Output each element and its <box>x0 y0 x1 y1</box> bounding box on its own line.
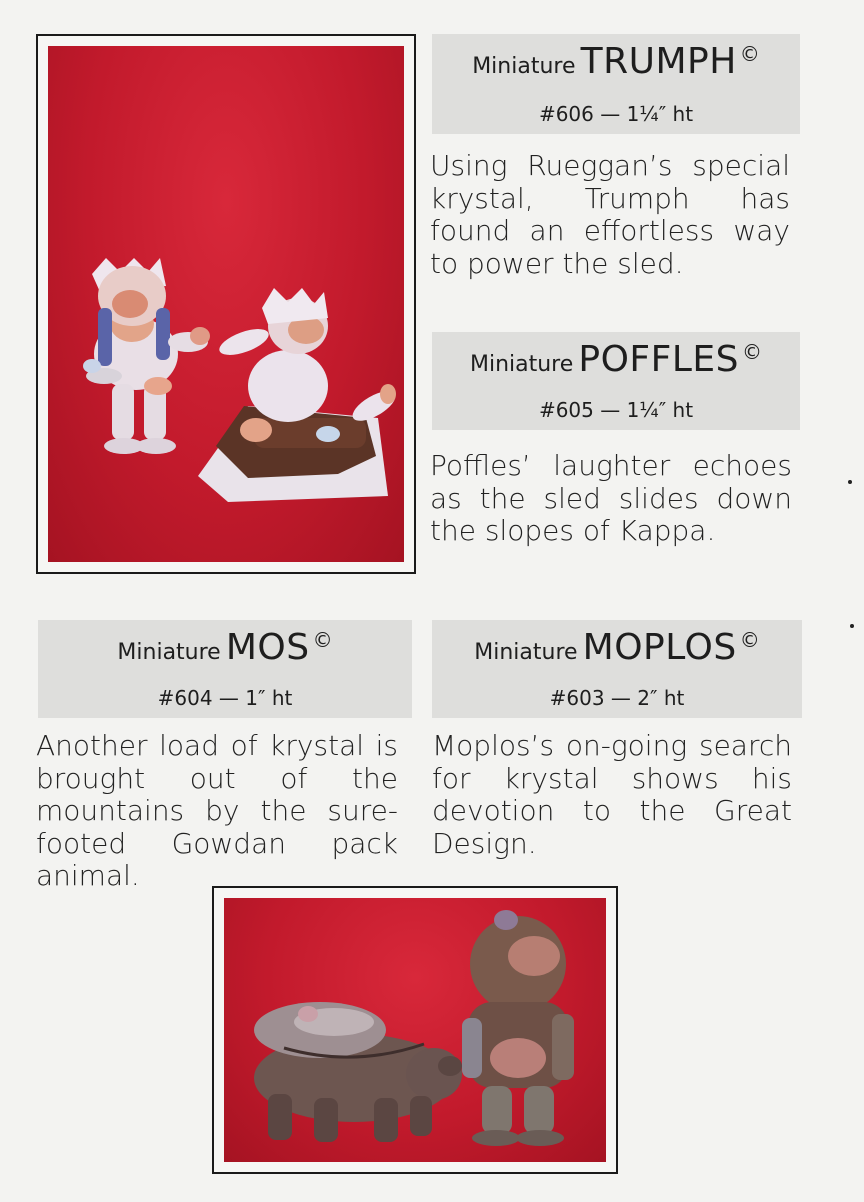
product-header-poffles <box>432 332 800 430</box>
photo-frame-trumph-poffles <box>36 34 416 574</box>
title-prefix: Miniature <box>117 640 221 665</box>
product-name: MOS <box>225 627 310 668</box>
title-prefix: Miniature <box>472 54 576 79</box>
product-title-poffles <box>432 339 800 380</box>
copyright-mark: © <box>742 340 762 364</box>
photo-trumph-poffles <box>48 46 404 562</box>
product-header-moplos <box>432 620 802 718</box>
product-name: POFFLES <box>578 339 739 380</box>
photo-frame-mos-moplos <box>212 886 618 1174</box>
product-title-moplos <box>432 627 802 668</box>
product-header-mos <box>38 620 412 718</box>
margin-mark <box>848 480 852 484</box>
title-prefix: Miniature <box>469 352 574 377</box>
product-code-poffles: #605 — 1¼″ ht <box>538 398 694 422</box>
product-header-trumph <box>432 34 800 134</box>
trumph-figurine <box>83 258 210 454</box>
product-description-poffles: Poffles’ laughter echoes as the sled slides down the slopes of Kappa. <box>430 449 792 547</box>
mos-figurine <box>254 1002 462 1142</box>
product-code-moplos: #603 — 2″ ht <box>549 686 685 710</box>
moplos-figurine <box>462 910 574 1146</box>
photo-mos-moplos <box>224 898 606 1162</box>
product-code-trumph: #606 — 1¼″ ht <box>538 102 694 126</box>
poffles-figurine <box>198 288 400 502</box>
product-description-trumph: Using Rueggan’s special krystal, Trumph has found an effortless way to power the sled. <box>430 149 790 280</box>
figurines-illustration <box>48 46 404 562</box>
product-code-mos: #604 — 1″ ht <box>157 686 293 710</box>
product-title-mos <box>38 627 412 668</box>
copyright-mark: © <box>739 628 760 652</box>
product-title-trumph <box>432 41 800 82</box>
product-description-mos: Another load of krystal is brought out of the mountains by the sure-footed Gowdan pack animal. <box>36 729 398 892</box>
figurines-illustration <box>224 898 606 1162</box>
margin-mark <box>850 624 854 628</box>
copyright-mark: © <box>312 628 333 652</box>
copyright-mark: © <box>739 42 760 66</box>
product-name: MOPLOS <box>582 627 737 668</box>
product-name: TRUMPH <box>580 41 737 82</box>
product-description-moplos: Moplos’s on-going search for krystal shows his devotion to the Great Design. <box>432 729 792 860</box>
title-prefix: Miniature <box>474 640 578 665</box>
